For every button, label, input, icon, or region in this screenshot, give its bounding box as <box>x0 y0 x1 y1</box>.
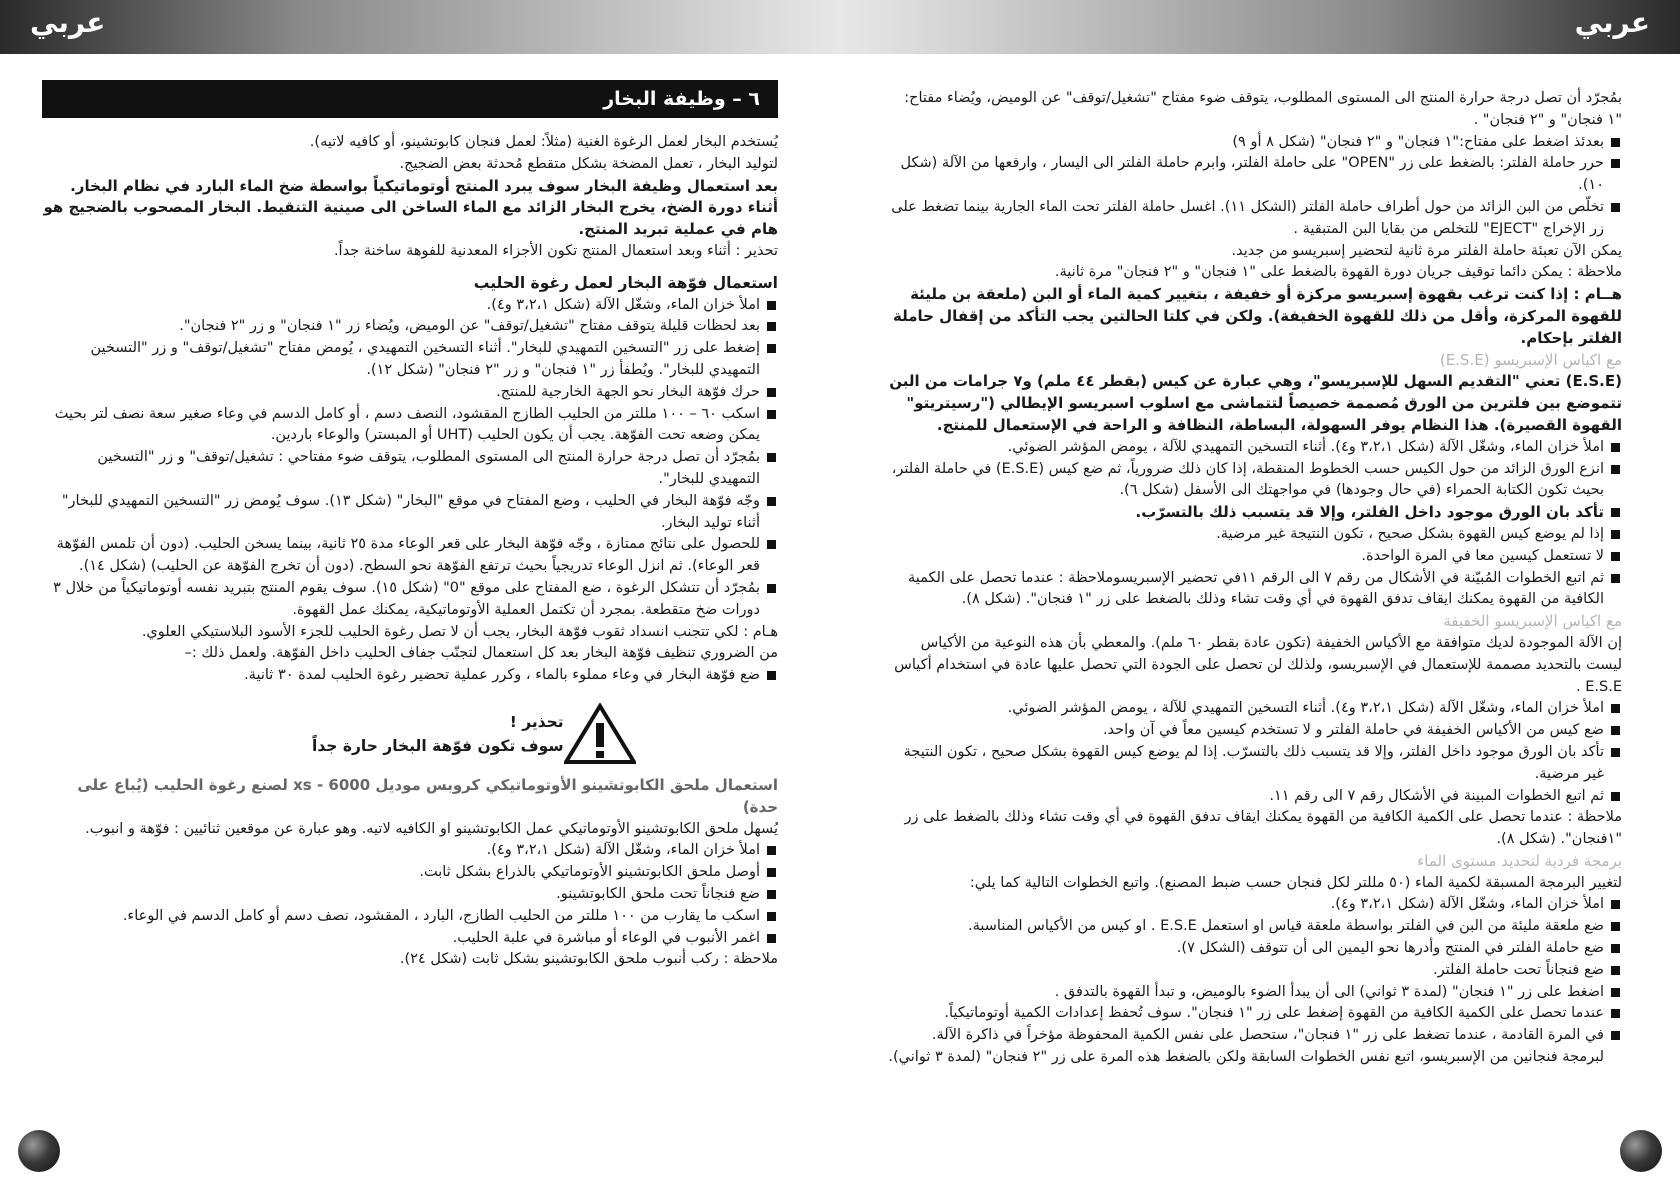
important-note: هــام : إذا كنت ترغب بقهوة إسبريسو مركزة أو خفيفة ، بتغيير كمية الماء أو البن (ملعقة بن مليئة للقهوة المركزة، وأقل من ذلك للقهوة الخفيفة). ولكن في كلتا الحالتين يجب التأكد من إقفال حاملة الفلتر بإحكام. <box>893 285 1622 347</box>
list-item: بعد لحظات قليلة يتوقف مفتاح "تشغيل/توقف" عن الوميض، ويُضاء زر "١ فنجان" و زر "٢ فنجان". <box>42 316 778 338</box>
list-item: بمُجرّد أن تصل درجة حرارة المنتج الى المستوى المطلوب، يتوقف ضوء مفتاحي : تشغيل/توقف" و زر "التسخين التمهيدي للبخار". <box>42 447 778 491</box>
page-corner-dot-right <box>1620 1130 1662 1172</box>
list-item: ضع ملعقة مليئة من البن في الفلتر بواسطة ملعقة قياس او استعمل E.S.E . او كيس من الأكياس المناسبة. <box>886 916 1622 938</box>
left-page <box>42 80 778 971</box>
prog-title: برمجة فردية لتحديد مستوى الماء <box>1417 851 1622 870</box>
milk-title: استعمال فوّهة البخار لعمل رغوة الحليب <box>473 273 778 292</box>
list-item: للحصول على نتائج ممتازة ، وجّه فوّهة البخار على قعر الوعاء مدة ٢٥ ثانية، بينما يسخن الحليب. (دون أن تلمس الفوّهة قعر الوعاء). ثم انزل الوعاء تدريجياً بحيث ترتفع الفوّهة نحو السطح. (دون أن تخرج الفوّهة عن الحليب) (شكل ١٤). <box>42 534 778 578</box>
note-line: هـام : لكي تتجنب انسداد ثقوب فوّهة البخار، يجب أن لا تصل رغوة الحليب للجزء الأسود البلاستيكي العلوي. <box>141 623 778 640</box>
list-item: اسكب ما يقارب من ١٠٠ مللتر من الحليب الطازج، البارد ، المقشود، نصف دسم أو كامل الدسم في الوعاء. <box>42 906 778 928</box>
note-line: من الضروري تنظيف فوّهة البخار بعد كل استعمال لتجنّب جفاف الحليب داخل الفوّهة. ولعمل ذلك :– <box>184 645 778 662</box>
list-item: املأ خزان الماء، وشغّل الآلة (شكل ٣،٢،١ و٤). <box>42 295 778 317</box>
list-item: وجّه فوّهة البخار في الحليب ، وضع المفتاح في موقع "البخار" (شكل ١٣). سوف يُومض زر "التسخين التمهيدي للبخار" أثناء توليد البخار. <box>42 491 778 535</box>
light-title: مع اكياس الإسبريسو الخفيفة <box>1443 612 1622 631</box>
list-item: بعدئذ اضغط على مفتاح:"١ فنجان" و "٢ فنجان" (شكل ٨ أو ٩) <box>886 132 1622 154</box>
header-bar <box>0 0 1680 54</box>
list-item: اضغط على زر "١ فنجان" (لمدة ٣ ثواني) الى أن يبدأ الضوء بالوميض، و تبدأ القهوة بالتدفق . <box>886 982 1622 1004</box>
list-item: املأ خزان الماء، وشغّل الآلة (شكل ٣،٢،١ و٤). <box>42 840 778 862</box>
language-label-right: عربي <box>1574 6 1650 39</box>
light-note: ملاحظة : عندما تحصل على الكمية الكافية من القهوة يمكنك ايقاف تدفق القهوة في أي وقت تشاء وذلك بالضغط على زر "١فنجان". (شكل ٨). <box>904 809 1622 848</box>
list-item: ضع فوّهة البخار في وعاء مملوء بالماء ، وكرر عملية تحضير رغوة الحليب لمدة ٣٠ ثانية. <box>42 665 778 687</box>
language-label-left: عربي <box>30 6 106 39</box>
list-item: اغمر الأنبوب في الوعاء أو مباشرة في علبة الحليب. <box>42 928 778 950</box>
list-item: لا تستعمل كيسين معا في المرة الواحدة. <box>886 546 1622 568</box>
list-item: ثم اتبع الخطوات المُبيّنة في الأشكال من رقم ٧ الى الرقم ١١في تحضير الإسبريسوملاحظة : عندما تحصل على الكمية الكافية من القهوة يمكنك ايقاف تدفق القهوة في أي وقت تشاء وذلك بالضغط على زر "١ فنجان". (شكل ٨). <box>886 568 1622 612</box>
list-item: املأ خزان الماء، وشغّل الآلة (شكل ٣،٢،١ و٤). أثناء التسخين التمهيدي للآلة ، يومض المؤشر الضوئي. <box>886 437 1622 459</box>
note-line: ملاحظة : يمكن دائما توقيف جريان دورة القهوة بالضغط على "١ فنجان" و "٢ فنجان" مرة ثانية. <box>1054 264 1622 281</box>
list-item: املأ خزان الماء، وشغّل الآلة (شكل ٣،٢،١ و٤). <box>886 894 1622 916</box>
intro-line: بمُجرّد أن تصل درجة حرارة المنتج الى المستوى المطلوب، يتوقف ضوء مفتاح "تشغيل/توقف" عن الوميض، ويُضاء مفتاح: "١ فنجان" و "٢ فنجان" . <box>904 90 1622 128</box>
list-item: ثم اتبع الخطوات المبينة في الأشكال رقم ٧ الى رقم ١١. <box>886 786 1622 808</box>
list-item: حرك فوّهة البخار نحو الجهة الخارجية للمنتج. <box>42 382 778 404</box>
list-item: بمُجرّد أن تتشكل الرغوة ، ضع المفتاح على موقع "0" (شكل ١٥). سوف يقوم المنتج بتبريد نفسه أوتوماتيكياً من خلال ٣ دورات ضخ متقطعة. بمجرد أن تكتمل العملية الأوتوماتيكية، يمكنك عمل القهوة. <box>42 578 778 622</box>
list-item: عندما تحصل على الكمية الكافية من القهوة إضغط على زر "١ فنجان". سوف تُحفظ إعدادات الكمية أوتوماتيكياً. <box>886 1003 1622 1025</box>
warning-text: سوف تكون فوّهة البخار حارة جداً <box>312 736 564 755</box>
warning-title: تحذير ! <box>509 712 564 731</box>
list-item: ضع فنجاناً تحت حاملة الفلتر. <box>886 960 1622 982</box>
page-corner-dot-left <box>18 1130 60 1172</box>
list-item: تأكد بان الورق موجود داخل الفلتر، وإلا قد يتسبب ذلك بالتسرّب. إذا لم يوضع كيس القهوة بشكل صحيح ، تكون النتيجة غير مرضية. <box>886 742 1622 786</box>
warning-box <box>42 703 778 765</box>
list-item: ضع كيس من الأكياس الخفيفة في حاملة الفلتر و لا تستخدم كيسين معاً في آن واحد. <box>886 720 1622 742</box>
list-item: إذا لم يوضع كيس القهوة بشكل صحيح ، تكون النتيجة غير مرضية. <box>886 524 1622 546</box>
list-item: إضغط على زر "التسخين التمهيدي للبخار". أثناء التسخين التمهيدي ، يُومض مفتاح "تشغيل/توقف" و زر "التسخين التمهيدي للبخار". ويُطفأ زر "١ فنجان" و زر "٢ فنجان" (شكل ١٢). <box>42 338 778 382</box>
list-item: املأ خزان الماء، وشغّل الآلة (شكل ٣،٢،١ و٤). أثناء التسخين التمهيدي للآلة ، يومض المؤشر الضوئي. <box>886 698 1622 720</box>
list-item: في المرة القادمة ، عندما تضغط على زر "١ فنجان"، ستحصل على نفس الكمية المحفوظة مؤخراً في ذاكرة الآلة. لبرمجة فنجانين من الإسبريسو، اتبع نفس الخطوات السابقة ولكن بالضغط هذه المرة على زر "٢ فنجان" (لمدة ٣ ثواني). <box>886 1025 1622 1069</box>
ese-intro: (E.S.E) تعني "التقديم السهل للإسبريسو"، وهي عبارة عن كيس (بقطر ٤٤ ملم) و٧ جرامات من البن تتموضع بين فلترين من الورق مُصممة خصيصاً لتتماشى مع اسلوب اسبريسو الإيطالي ("رسيتريتو" القهوة القصيرة). هذا النظام يوفر السهولة، البساطة، النظافة و الراحة في الإستعمال للمنتج. <box>889 372 1622 434</box>
cappuccino-title: استعمال ملحق الكابوتشينو الأوتوماتيكي كروبس موديل xs - 6000 لصنع رغوة الحليب (يُباع على حدة) <box>77 775 778 816</box>
list-item: اسكب ٦٠ – ١٠٠ مللتر من الحليب الطازج المقشود، النصف دسم ، أو كامل الدسم في وعاء صغير سعة نصف لتر بحيث يمكن وضعه تحت الفوّهة. يجب أن يكون الحليب (UHT أو المبستر) والوعاء باردين. <box>42 404 778 448</box>
list-item: ضع حاملة الفلتر في المنتج وأدرها نحو اليمين الى أن تتوقف (الشكل ٧). <box>886 938 1622 960</box>
intro-line: يُستخدم البخار لعمل الرغوة الغنية (مثلاً: لعمل فنجان كابوتشينو، أو كافيه لاتيه). <box>309 134 778 150</box>
right-page <box>886 88 1622 1069</box>
list-item: انزع الورق الزائد من حول الكيس حسب الخطوط المنقطة، إذا كان ذلك ضرورياً، ثم ضع كيس (E.S.E) في حاملة الفلتر، بحيث تكون الكتابة الحمراء (في حال وجودها) في مواجهتك الى الأسفل (شكل ٦). <box>886 459 1622 503</box>
warning-triangle-icon <box>564 703 636 765</box>
section-title: ٦ – وظيفة البخار <box>42 80 778 118</box>
list-item: تخلّص من البن الزائد من حول أطراف حاملة الفلتر (الشكل ١١). اغسل حاملة الفلتر تحت الماء الجارية بينما تضغط على زر الإخراج "EJECT" للتخلص من بقايا البن المتبقية . <box>886 197 1622 241</box>
list-item: تأكد بان الورق موجود داخل الفلتر، وإلا قد يتسبب ذلك بالتسرّب. <box>886 502 1622 524</box>
light-intro: إن الآلة الموجودة لديك متوافقة مع الأكياس الخفيفة (تكون عادة بقطر ٦٠ ملم). والمعطي بأن هذه النوعية من الأكياس ليست بالتحديد مصممة للإستعمال في الإسبريسو، ولذلك لن تحصل على الجودة التي تحصل عليها عادة في استخدام أكياس E.S.E . <box>894 634 1622 695</box>
list-item: أوصل ملحق الكابوتشينو الأوتوماتيكي بالذراع بشكل ثابت. <box>42 862 778 884</box>
note-line: يمكن الآن تعبئة حاملة الفلتر مرة ثانية لتحضير إسبريسو من جديد. <box>1231 242 1622 259</box>
intro-line: بعد استعمال وظيفة البخار سوف يبرد المنتج أوتوماتيكياً بواسطة ضخ الماء البارد في نظام البخار. أثناء دورة الضخ، يخرج البخار الزائد مع الماء الساخن الى صينية التنقيط. البخار المصحوب بالضجيج هو هام في عملية تبريد المنتج. <box>43 176 778 239</box>
list-item: حرر حاملة الفلتر: بالضغط على زر "OPEN" على حاملة الفلتر، وابرم حاملة الفلتر الى اليسار ، وارفعها من الآلة (شكل ١٠). <box>886 153 1622 197</box>
prog-intro: لتغيير البرمجة المسبقة لكمية الماء (٥٠ مللتر لكل فنجان حسب ضبط المصنع). واتبع الخطوات التالية كما يلي: <box>969 874 1622 891</box>
intro-line: تحذير : أثناء وبعد استعمال المنتج تكون الأجزاء المعدنية للفوهة ساخنة جداً. <box>333 242 778 259</box>
cappuccino-intro: يُسهل ملحق الكابوتشينو الأوتوماتيكي عمل الكابوتشينو او الكافيه لاتيه. وهو عبارة عن موقعين ثنائيين : فوّهة و انبوب. <box>85 820 778 837</box>
list-item: ضع فنجاناً تحت ملحق الكابوتشينو. <box>42 884 778 906</box>
intro-line: لتوليد البخار ، تعمل المضخة بشكل متقطع مُحدثة بعض الضجيج. <box>399 155 778 172</box>
ese-title: مع اكياس الإسبريسو (E.S.E) <box>1439 350 1622 369</box>
cappuccino-note: ملاحظة : ركب أنبوب ملحق الكابوتشينو بشكل ثابت (شكل ٢٤). <box>399 951 778 968</box>
